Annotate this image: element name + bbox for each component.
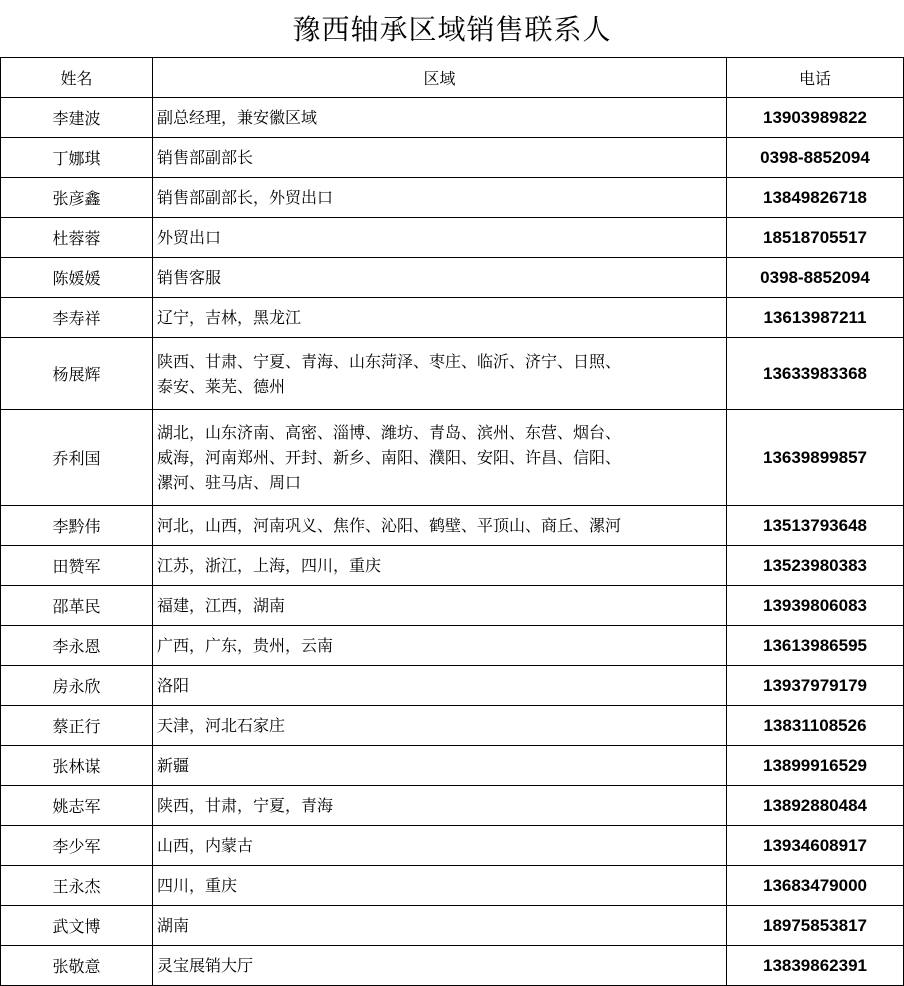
table-row [1, 98, 904, 138]
cell-region: 销售部副部长 [153, 138, 727, 178]
header-region: 区域 [153, 58, 727, 98]
cell-region: 广西，广东，贵州，云南 [153, 626, 727, 666]
cell-region: 湖南 [153, 906, 727, 946]
cell-name: 张彦鑫 [1, 178, 153, 218]
cell-name: 丁娜琪 [1, 138, 153, 178]
cell-phone: 0398-8852094 [727, 258, 904, 298]
table-row [1, 866, 904, 906]
cell-region: 天津，河北石家庄 [153, 706, 727, 746]
table-row [1, 178, 904, 218]
table-row [1, 626, 904, 666]
cell-region: 副总经理，兼安徽区域 [153, 98, 727, 138]
cell-phone: 13839862391 [727, 946, 904, 986]
cell-phone: 13523980383 [727, 546, 904, 586]
cell-name: 姚志军 [1, 786, 153, 826]
cell-phone: 13899916529 [727, 746, 904, 786]
cell-region: 销售客服 [153, 258, 727, 298]
cell-phone: 13633983368 [727, 338, 904, 410]
table-row [1, 258, 904, 298]
table-row [1, 786, 904, 826]
cell-region: 江苏，浙江，上海，四川，重庆 [153, 546, 727, 586]
table-row [1, 826, 904, 866]
cell-phone: 13937979179 [727, 666, 904, 706]
table-row [1, 906, 904, 946]
table-row [1, 946, 904, 986]
cell-phone: 13513793648 [727, 506, 904, 546]
cell-name: 房永欣 [1, 666, 153, 706]
table-row [1, 506, 904, 546]
cell-name: 李少军 [1, 826, 153, 866]
cell-name: 杨展辉 [1, 338, 153, 410]
cell-name: 李永恩 [1, 626, 153, 666]
cell-region: 陕西、甘肃、宁夏、青海、山东菏泽、枣庄、临沂、济宁、日照、 泰安、莱芜、德州 [153, 338, 727, 410]
cell-region: 四川，重庆 [153, 866, 727, 906]
cell-region: 陕西，甘肃，宁夏，青海 [153, 786, 727, 826]
cell-name: 武文博 [1, 906, 153, 946]
cell-phone: 18975853817 [727, 906, 904, 946]
table-row [1, 746, 904, 786]
cell-region: 销售部副部长，外贸出口 [153, 178, 727, 218]
cell-region: 灵宝展销大厅 [153, 946, 727, 986]
cell-name: 杜蓉蓉 [1, 218, 153, 258]
table-row [1, 706, 904, 746]
cell-region: 山西，内蒙古 [153, 826, 727, 866]
cell-name: 张敬意 [1, 946, 153, 986]
header-phone: 电话 [727, 58, 904, 98]
cell-region: 外贸出口 [153, 218, 727, 258]
table-row [1, 338, 904, 410]
cell-name: 李寿祥 [1, 298, 153, 338]
cell-phone: 13683479000 [727, 866, 904, 906]
page-title: 豫西轴承区域销售联系人 [292, 13, 612, 46]
cell-name: 乔利国 [1, 410, 153, 506]
cell-name: 陈媛媛 [1, 258, 153, 298]
cell-phone: 13939806083 [727, 586, 904, 626]
cell-name: 邵革民 [1, 586, 153, 626]
cell-phone: 13934608917 [727, 826, 904, 866]
cell-phone: 13639899857 [727, 410, 904, 506]
cell-region: 河北，山西，河南巩义、焦作、沁阳、鹤壁、平顶山、商丘、漯河 [153, 506, 727, 546]
cell-region: 洛阳 [153, 666, 727, 706]
table-row [1, 218, 904, 258]
table-row [1, 410, 904, 506]
table-row [1, 666, 904, 706]
cell-phone: 13892880484 [727, 786, 904, 826]
table-row [1, 138, 904, 178]
cell-phone: 18518705517 [727, 218, 904, 258]
cell-region: 湖北，山东济南、高密、淄博、潍坊、青岛、滨州、东营、烟台、 威海，河南郑州、开封、新乡、南阳、濮阳、安阳、许昌、信阳、 漯河、驻马店、周口 [153, 410, 727, 506]
cell-name: 蔡正行 [1, 706, 153, 746]
contact-table [0, 57, 904, 986]
table-row [1, 586, 904, 626]
cell-phone: 13903989822 [727, 98, 904, 138]
cell-name: 李黔伟 [1, 506, 153, 546]
table-row [1, 546, 904, 586]
cell-name: 张林谋 [1, 746, 153, 786]
cell-region: 福建，江西，湖南 [153, 586, 727, 626]
cell-name: 李建波 [1, 98, 153, 138]
cell-phone: 13613986595 [727, 626, 904, 666]
cell-phone: 13831108526 [727, 706, 904, 746]
cell-region: 新疆 [153, 746, 727, 786]
cell-phone: 13613987211 [727, 298, 904, 338]
cell-phone: 13849826718 [727, 178, 904, 218]
cell-name: 王永杰 [1, 866, 153, 906]
table-row [1, 298, 904, 338]
cell-phone: 0398-8852094 [727, 138, 904, 178]
cell-region: 辽宁，吉林，黑龙江 [153, 298, 727, 338]
header-name: 姓名 [1, 58, 153, 98]
header-row [1, 58, 904, 98]
cell-name: 田赞军 [1, 546, 153, 586]
